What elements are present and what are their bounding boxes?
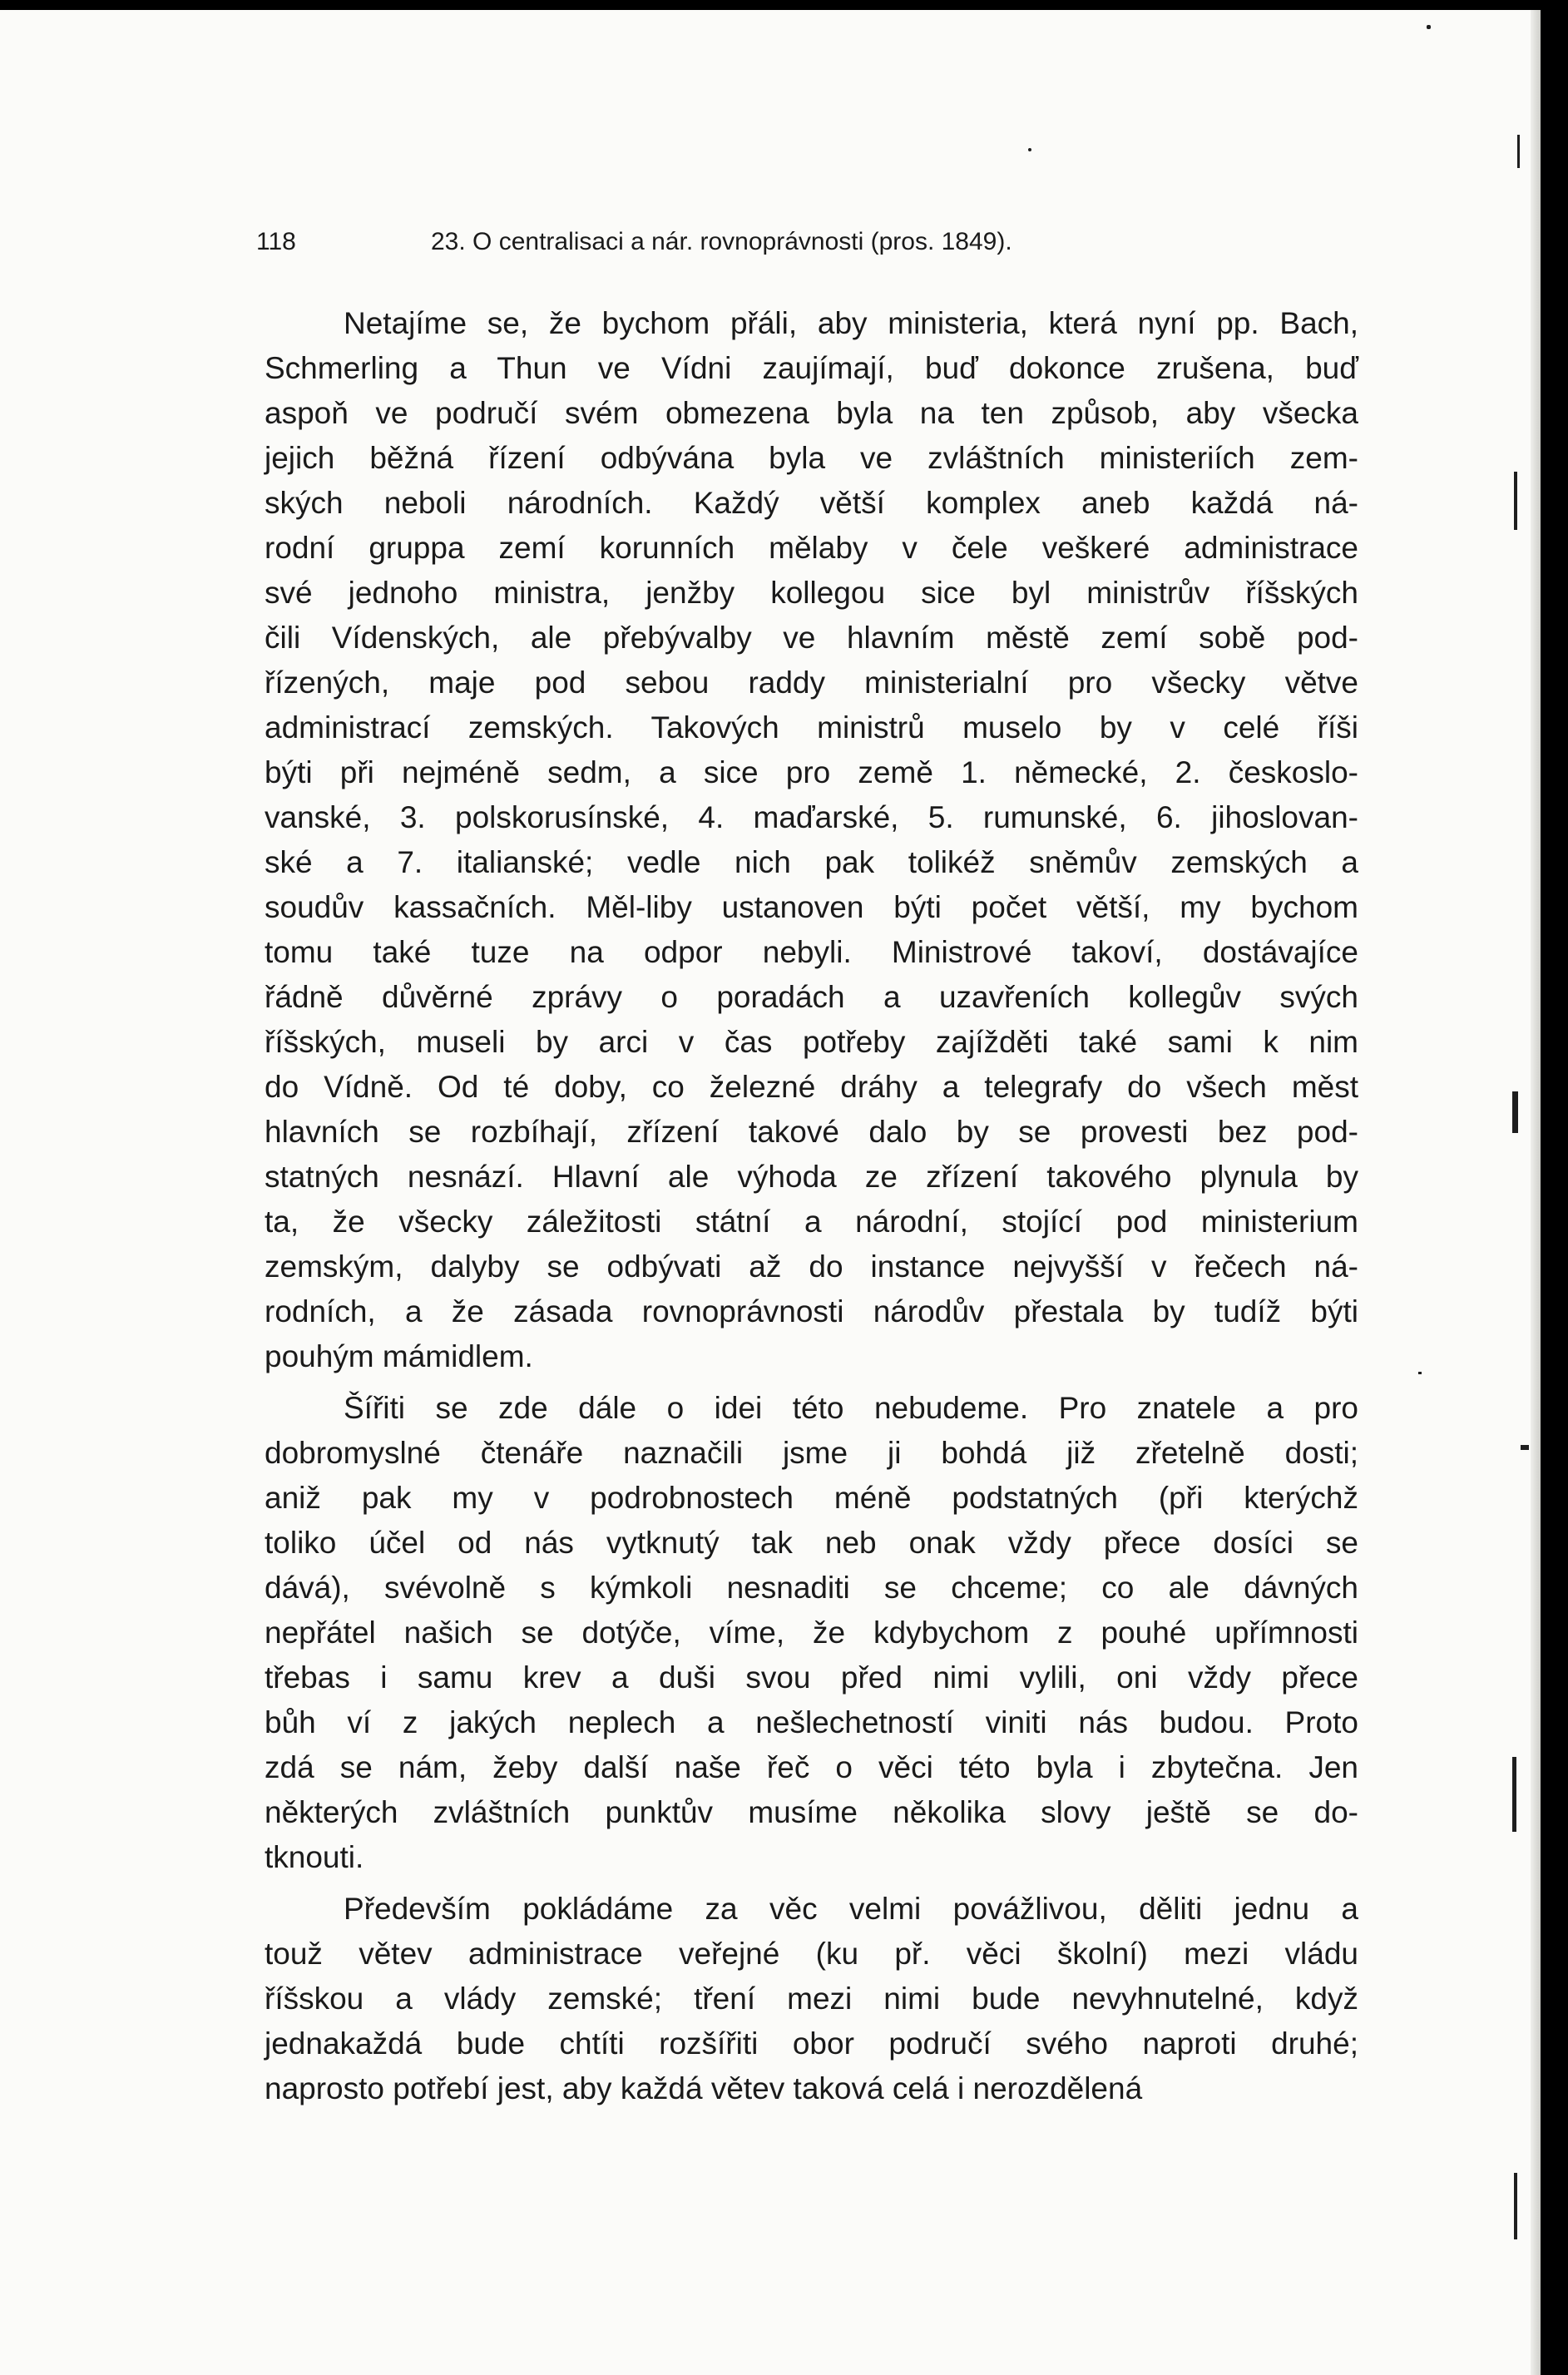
text-line: býti při nejméně sedm, a sice pro země 1. německé, 2. českoslo-	[265, 755, 1358, 789]
text-line: hlavních se rozbíhají, zřízení takové dalo by se provesti bez pod-	[265, 1115, 1358, 1149]
text-line: jednakaždá bude chtíti rozšířiti obor područí svého naproti druhé;	[265, 2026, 1358, 2061]
text-line: Netajíme se, že bychom přáli, aby ministeria, která nyní pp. Bach,	[344, 306, 1358, 340]
scan-speck	[1514, 472, 1517, 530]
text-line: své jednoho ministra, jenžby kollegou sice byl ministrův říšských	[265, 576, 1358, 610]
text-line: dobromyslné čtenáře naznačili jsme ji bohdá již zřetelně dosti;	[265, 1436, 1358, 1470]
text-line: aspoň ve područí svém obmezena byla na ten způsob, aby všecka	[265, 396, 1358, 430]
text-line: statných nesnází. Hlavní ale výhoda ze zřízení takového plynula by	[265, 1160, 1358, 1194]
text-line: nepřátel našich se dotýče, víme, že kdybychom z pouhé upřímnosti	[265, 1615, 1358, 1650]
scan-speck	[1512, 1757, 1516, 1832]
text-line: ské a 7. italianské; vedle nich pak tolikéž sněmův zemských a	[265, 845, 1358, 879]
paragraph	[265, 1386, 1358, 1880]
text-line: touž větev administrace veřejné (ku př. věci školní) mezi vládu	[265, 1937, 1358, 1971]
paragraph-gap	[265, 1379, 1358, 1386]
page-header	[256, 228, 1363, 270]
text-line: jejich běžná řízení odbývána byla ve zvláštních ministeriích zem-	[265, 441, 1358, 475]
text-line: čili Vídenských, ale přebývalby ve hlavním městě zemí sobě pod-	[265, 621, 1358, 655]
scan-speck	[1427, 25, 1431, 29]
scan-speck	[1521, 1445, 1529, 1450]
page-number: 118	[256, 228, 296, 255]
text-line: rodní gruppa zemí korunních mělaby v čele veškeré administrace	[265, 531, 1358, 565]
text-line: řízených, maje pod sebou raddy ministerialní pro všecky větve	[265, 665, 1358, 700]
running-title: 23. O centralisaci a nár. rovnoprávnosti (pros. 1849).	[431, 228, 1012, 255]
paragraph-gap	[265, 1880, 1358, 1887]
text-line: do Vídně. Od té doby, co železné dráhy a telegrafy do všech měst	[265, 1070, 1358, 1104]
body-text	[265, 301, 1358, 2111]
scan-speck	[1028, 148, 1031, 151]
book-page	[0, 10, 1541, 2375]
scan-speck	[1514, 2173, 1517, 2239]
text-line: Schmerling a Thun ve Vídni zaujímají, buď dokonce zrušena, buď	[265, 351, 1358, 385]
text-line: bůh ví z jakých neplech a nešlechetností viniti nás budou. Proto	[265, 1705, 1358, 1739]
text-line: pouhým mámidlem.	[265, 1339, 533, 1373]
text-line: administrací zemských. Takových ministrů muselo by v celé říši	[265, 710, 1358, 745]
text-line: říšských, museli by arci v čas potřeby zajížděti také sami k nim	[265, 1025, 1358, 1059]
scan-speck	[1517, 135, 1520, 168]
text-line: rodních, a že zásada rovnoprávnosti národův přestala by tudíž býti	[265, 1294, 1358, 1329]
text-line: zdá se nám, žeby další naše řeč o věci této byla i zbytečna. Jen	[265, 1750, 1358, 1784]
text-line: Šířiti se zde dále o idei této nebudeme. Pro znatele a pro	[344, 1391, 1358, 1425]
paragraph	[265, 1887, 1358, 2111]
paragraph	[265, 301, 1358, 1379]
text-line: ských neboli národních. Každý větší komplex aneb každá ná-	[265, 486, 1358, 520]
text-line: vanské, 3. polskorusínské, 4. maďarské, 5. rumunské, 6. jihoslovan-	[265, 800, 1358, 834]
text-line: ta, že všecky záležitosti státní a národní, stojící pod ministerium	[265, 1205, 1358, 1239]
text-line: tknouti.	[265, 1840, 364, 1874]
text-line: dává), svévolně s kýmkoli nesnaditi se chceme; co ale dávných	[265, 1571, 1358, 1605]
text-line: říšskou a vlády zemské; tření mezi nimi bude nevyhnutelné, když	[265, 1982, 1358, 2016]
text-line: některých zvláštních punktův musíme několika slovy ještě se do-	[265, 1795, 1358, 1829]
scan-speck	[1512, 1091, 1518, 1133]
text-line: třebas i samu krev a duši svou před nimi vylili, oni vždy přece	[265, 1660, 1358, 1695]
scan-speck	[1418, 1372, 1422, 1374]
text-line: aniž pak my v podrobnostech méně podstatných (při kterýchž	[265, 1481, 1358, 1515]
text-line: naprosto potřebí jest, aby každá větev taková celá i nerozdělená	[265, 2071, 1143, 2105]
text-line: zemským, dalyby se odbývati až do instance nejvyšší v řečech ná-	[265, 1249, 1358, 1284]
text-line: toliko účel od nás vytknutý tak neb onak vždy přece dosíci se	[265, 1526, 1358, 1560]
text-line: soudův kassačních. Měl-liby ustanoven býti počet větší, my bychom	[265, 890, 1358, 924]
text-line: tomu také tuze na odpor nebyli. Ministrové takoví, dostávajíce	[265, 935, 1358, 969]
page-edge-shadow	[1531, 10, 1541, 2375]
text-line: řádně důvěrné zprávy o poradách a uzavřeních kollegův svých	[265, 980, 1358, 1014]
text-line: Především pokládáme za věc velmi povážlivou, děliti jednu a	[344, 1892, 1358, 1926]
